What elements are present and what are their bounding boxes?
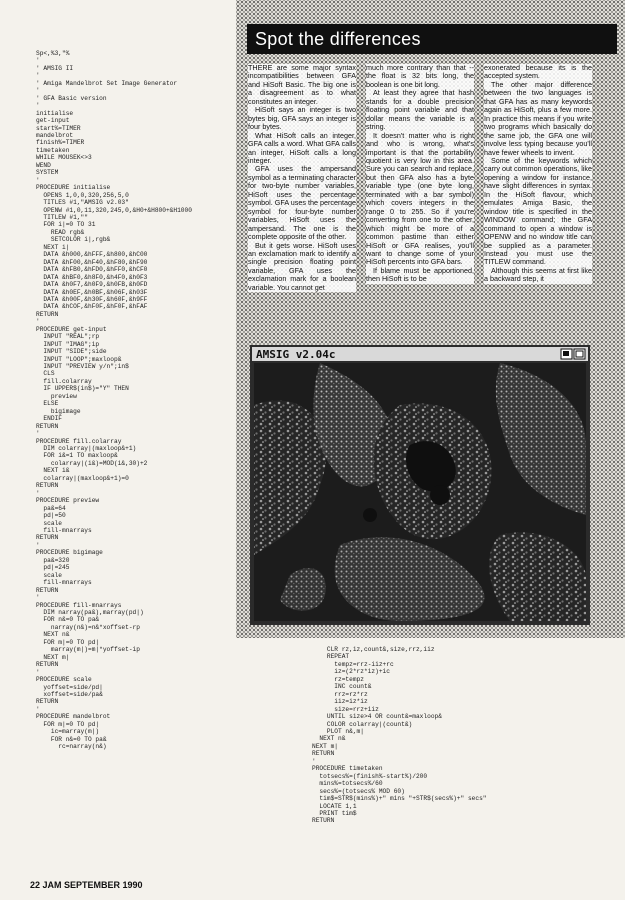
article-column-1 [248,64,356,342]
article-paragraph: GFA uses the ampersand symbol as a terminating character for two-byte number variables, HiSoft uses the percentage symbol. GFA uses the percentage symbol for four-byte number variables, HiSoft uses the ampersand. The one is the complete opposite of the other. [248,164,356,242]
article-paragraph: Some of the keywords which carry out common operations, like opening a window for instance, have slight differences in syntax. In the HiSoft flavour, which emulates Amiga Basic, the window title is specified in the WINDOW command; the GFA command to open a window is OPENW and no window title can be supplied as a parameter. Instead you must use the TITLEW command. [484,155,592,267]
article-paragraph: But it gets worse. HiSoft uses an exclamation mark to identify a single precision floating point variable, GFA uses the exclamation mark for a boolean variable. You cannot get [248,240,356,292]
article-column-2 [366,64,474,342]
article-paragraph: much more contrary than that -- the float is 32 bits long, the boolean is one bit long. [366,64,474,89]
article-paragraph: If blame must be apportioned, then HiSoft is to be [366,265,474,284]
gfa-basic-listing-continued: CLR rz,iz,count&,size,rrz,iiz REPEAT tempz=rrz-iiz+rc iz=(2*rz*iz)+ic rz=tempz INC count& rrz=rz*rz iiz=iz*iz size=rrz+iiz UNTIL size>4 OR count&=maxloop& COLOR colarray|(count&) PLOT n&,m| NEXT n& NEXT m| RETURN ' PROCEDURE timetaken totsecs%=(finish%-start%)/200 mins%=totsecs%/60 secs%=(totsecs% MOD 60) tim$=STR$(mins%)+" mins "+STR$(secs%)+" secs" LOCATE 1,1 PRINT tim$ RETURN [312,646,487,825]
article-paragraph: Although this seems at first like a backward step, it [484,265,592,284]
article-paragraph: The other major difference between the two languages is that GFA has as many keywords again as HiSoft, plus a few more. In practice this means if you write two programs which basically do the same job, the GFA one will involve less typing because you'll have fewer wheels to invent. [484,79,592,157]
article-paragraph: exonerated because its is the accepted system. [484,64,592,81]
page-footer: 22 JAM SEPTEMBER 1990 [30,880,143,890]
screen-title: AMSIG v2.04c [256,348,336,361]
article-paragraph: What HiSoft calls an integer, GFA calls a word. What GFA calls an integer, HiSoft calls a long integer. [248,130,356,165]
article-column-3 [484,64,592,342]
article-headline: Spot the differences [247,24,617,54]
depth-gadget-icon [561,349,572,359]
zoom-gadget-icon [574,349,585,359]
article-paragraph: THERE are some major syntax incompatibilities between GFA and HiSoft Basic. The big one is a disagreement as to what constitutes an integer. [248,64,356,106]
article-paragraph: At least they agree that hash stands for a double precision floating point variable and that dollar means the variable is a string. [366,88,474,132]
article-paragraph: It doesn't matter who is right and who is wrong, what's important is that the portability quotient is very low in this area. Sure you can search and replace, but then GFA also has a byte variable type (one byte long, terminated with a bar symbol) which covers integers in the range 0 to 255. So if you're converting from one to the other, which might be more of a common pastime than either HiSoft or GFA realises, you'll want to change some of your HiSoft percents into GFA bars. [366,130,474,267]
gfa-basic-listing: Sp<,%3,"% ' ' AMSIG II ' ' Amiga Mandelbrot Set Image Generator ' ' GFA Basic version ' initialise get-input start%=TIMER mandelbrot finish%=TIMER timetaken WHILE MOUSEK<>3 WEND SYSTEM ' PROCEDURE initialise OPENS 1,0,0,320,256,5,0 TITLES #1,"AMSIG v2.03" OPENW #1,0,11,320,245,0,&H0+&H800+&H1000 TITLEW #1,"" FOR i|=0 TO 31 READ rgb& SETCOLOR i|,rgb& NEXT i| DATA &h000,&hFFF,&h800,&hC00 DATA &hF00,&hF40,&hF80,&hF90 DATA &hFB0,&hFD0,&hFF0,&hCF0 DATA &hBF0,&h8F0,&h4F0,&h0F3 DATA &h0F7,&h0F9,&h0FB,&h0FD DATA &h0EF,&h0BF,&h06F,&h03F DATA &h00F,&h30F,&h60F,&h9FF DATA &hCOF,&hF0F,&hF0F,&hFAF RETURN ' PROCEDURE get-input INPUT "REAL";rp INPUT "IMAG";ip INPUT "SIDE";side INPUT "LOOP";maxloop& INPUT "PREVIEW y/n";in$ CLS fill.colarray IF UPPER$(in$)="Y" THEN preview ELSE bigimage ENDIF RETURN ' PROCEDURE fill.colarray DIM colarray|(maxloop&+1) FOR i&=1 TO maxloop& colarray|(i&)=MOD(i&,30)+2 NEXT i& colarray|(maxloop&+1)=0 RETURN ' PROCEDURE preview pa&=64 pd|=50 scale fill-mnarrays RETURN ' PROCEDURE bigimage pa&=320 pd|=245 scale fill-mnarrays RETURN ' PROCEDURE fill-mnarrays DIM narray(pa&),marray(pd|) FOR n&=0 TO pa& narray(n&)=n&*xoffset-rp NEXT n& FOR m|=0 TO pd| marray(m|)=m|*yoffset-ip NEXT m| RETURN ' PROCEDURE scale yoffset=side/pd| xoffset=side/pa& RETURN ' PROCEDURE mandelbrot FOR m|=0 TO pd| ic=marray(m|) FOR n&=0 TO pa& rc=narray(n&) [36,50,192,751]
amiga-screenshot [250,345,590,625]
article-paragraph: HiSoft says an integer is two bytes big, GFA says an integer is four bytes. [248,105,356,132]
